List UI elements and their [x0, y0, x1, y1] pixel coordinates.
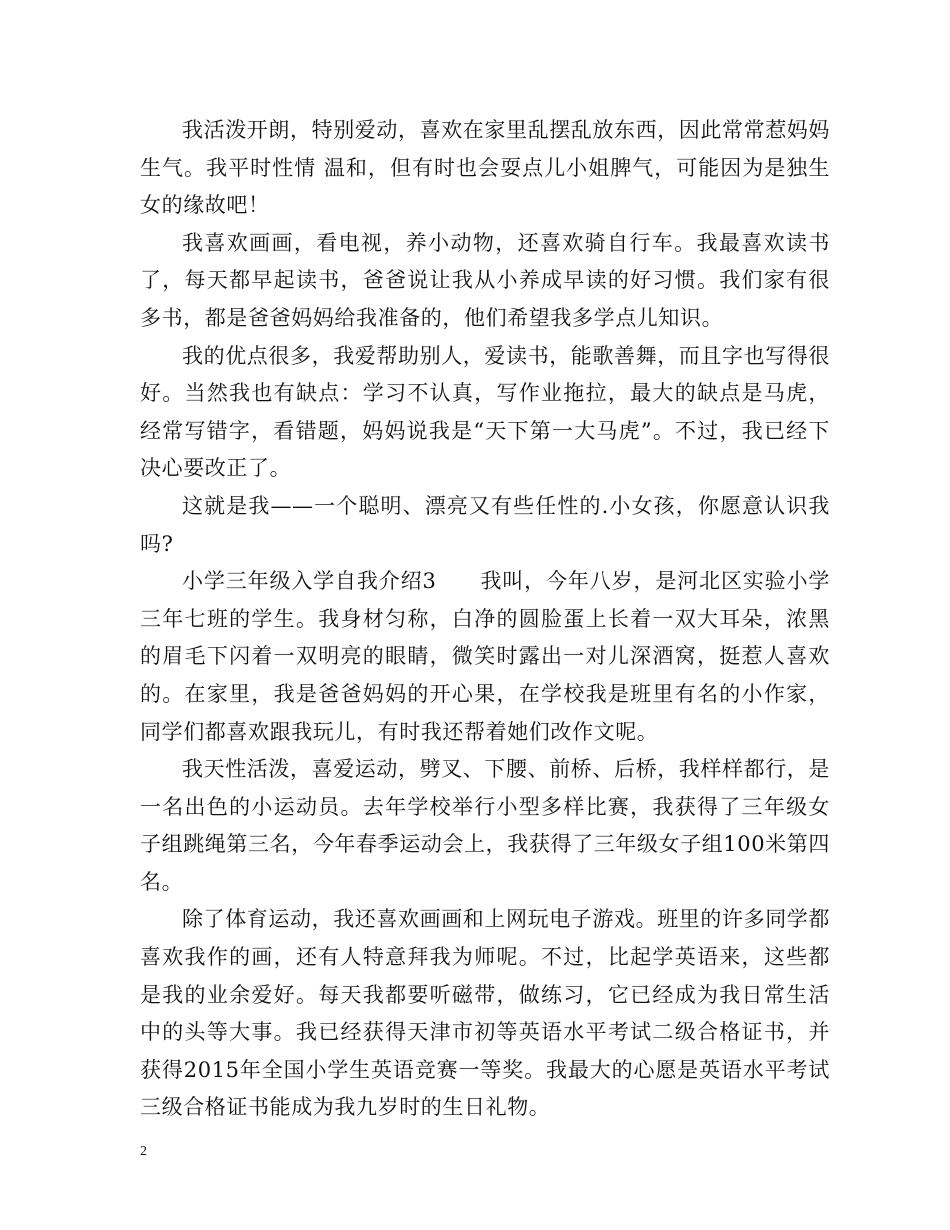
- page-number: 2: [140, 1144, 147, 1159]
- paragraph: 我活泼开朗，特别爱动，喜欢在家里乱摆乱放东西，因此常常惹妈妈生气。我平时性情 温和，但有时也会耍点儿小姐脾气，可能因为是独生女的缘故吧！: [140, 118, 830, 218]
- paragraph: 我天性活泼，喜爱运动，劈叉、下腰、前桥、后桥，我样样都行，是一名出色的小运动员。去年学校举行小型多样比赛，我获得了三年级女子组跳绳第三名，今年春季运动会上，我获得了三年级女子组100米第四名。: [140, 757, 830, 894]
- paragraph: 我的优点很多，我爱帮助别人，爱读书，能歌善舞，而且字也写得很好。当然我也有缺点：学习不认真，写作业拖拉，最大的缺点是马虎，经常写错字，看错题，妈妈说我是“天下第一大马虎”。不过，我已经下决心要改正了。: [140, 343, 830, 481]
- paragraph: 小学三年级入学自我介绍3 我叫，今年八岁，是河北区实验小学三年七班的学生。我身材匀称，白净的圆脸蛋上长着一双大耳朵，浓黑的眉毛下闪着一双明亮的眼睛，微笑时露出一对儿深酒窝，挺惹人喜欢的。在家里，我是爸爸妈妈的开心果，在学校我是班里有名的小作家，同学们都喜欢跟我玩儿，有时我还帮着她们改作文呢。: [140, 569, 830, 744]
- paragraph: 我喜欢画画，看电视，养小动物，还喜欢骑自行车。我最喜欢读书了，每天都早起读书，爸爸说让我从小养成早读的好习惯。我们家有很多书，都是爸爸妈妈给我准备的，他们希望我多学点儿知识。: [140, 230, 830, 330]
- document-body: [140, 112, 830, 1127]
- paragraph: 除了体育运动，我还喜欢画画和上网玩电子游戏。班里的许多同学都喜欢我作的画，还有人特意拜我为师呢。不过，比起学英语来，这些都是我的业余爱好。每天我都要听磁带，做练习，它已经成为我日常生活中的头等大事。我已经获得天津市初等英语水平考试二级合格证书，并获得2015年全国小学生英语竞赛一等奖。我最大的心愿是英语水平考试三级合格证书能成为我九岁时的生日礼物。: [140, 907, 830, 1120]
- paragraph: 这就是我——一个聪明、漂亮又有些任性的.小女孩，你愿意认识我吗?: [140, 493, 830, 556]
